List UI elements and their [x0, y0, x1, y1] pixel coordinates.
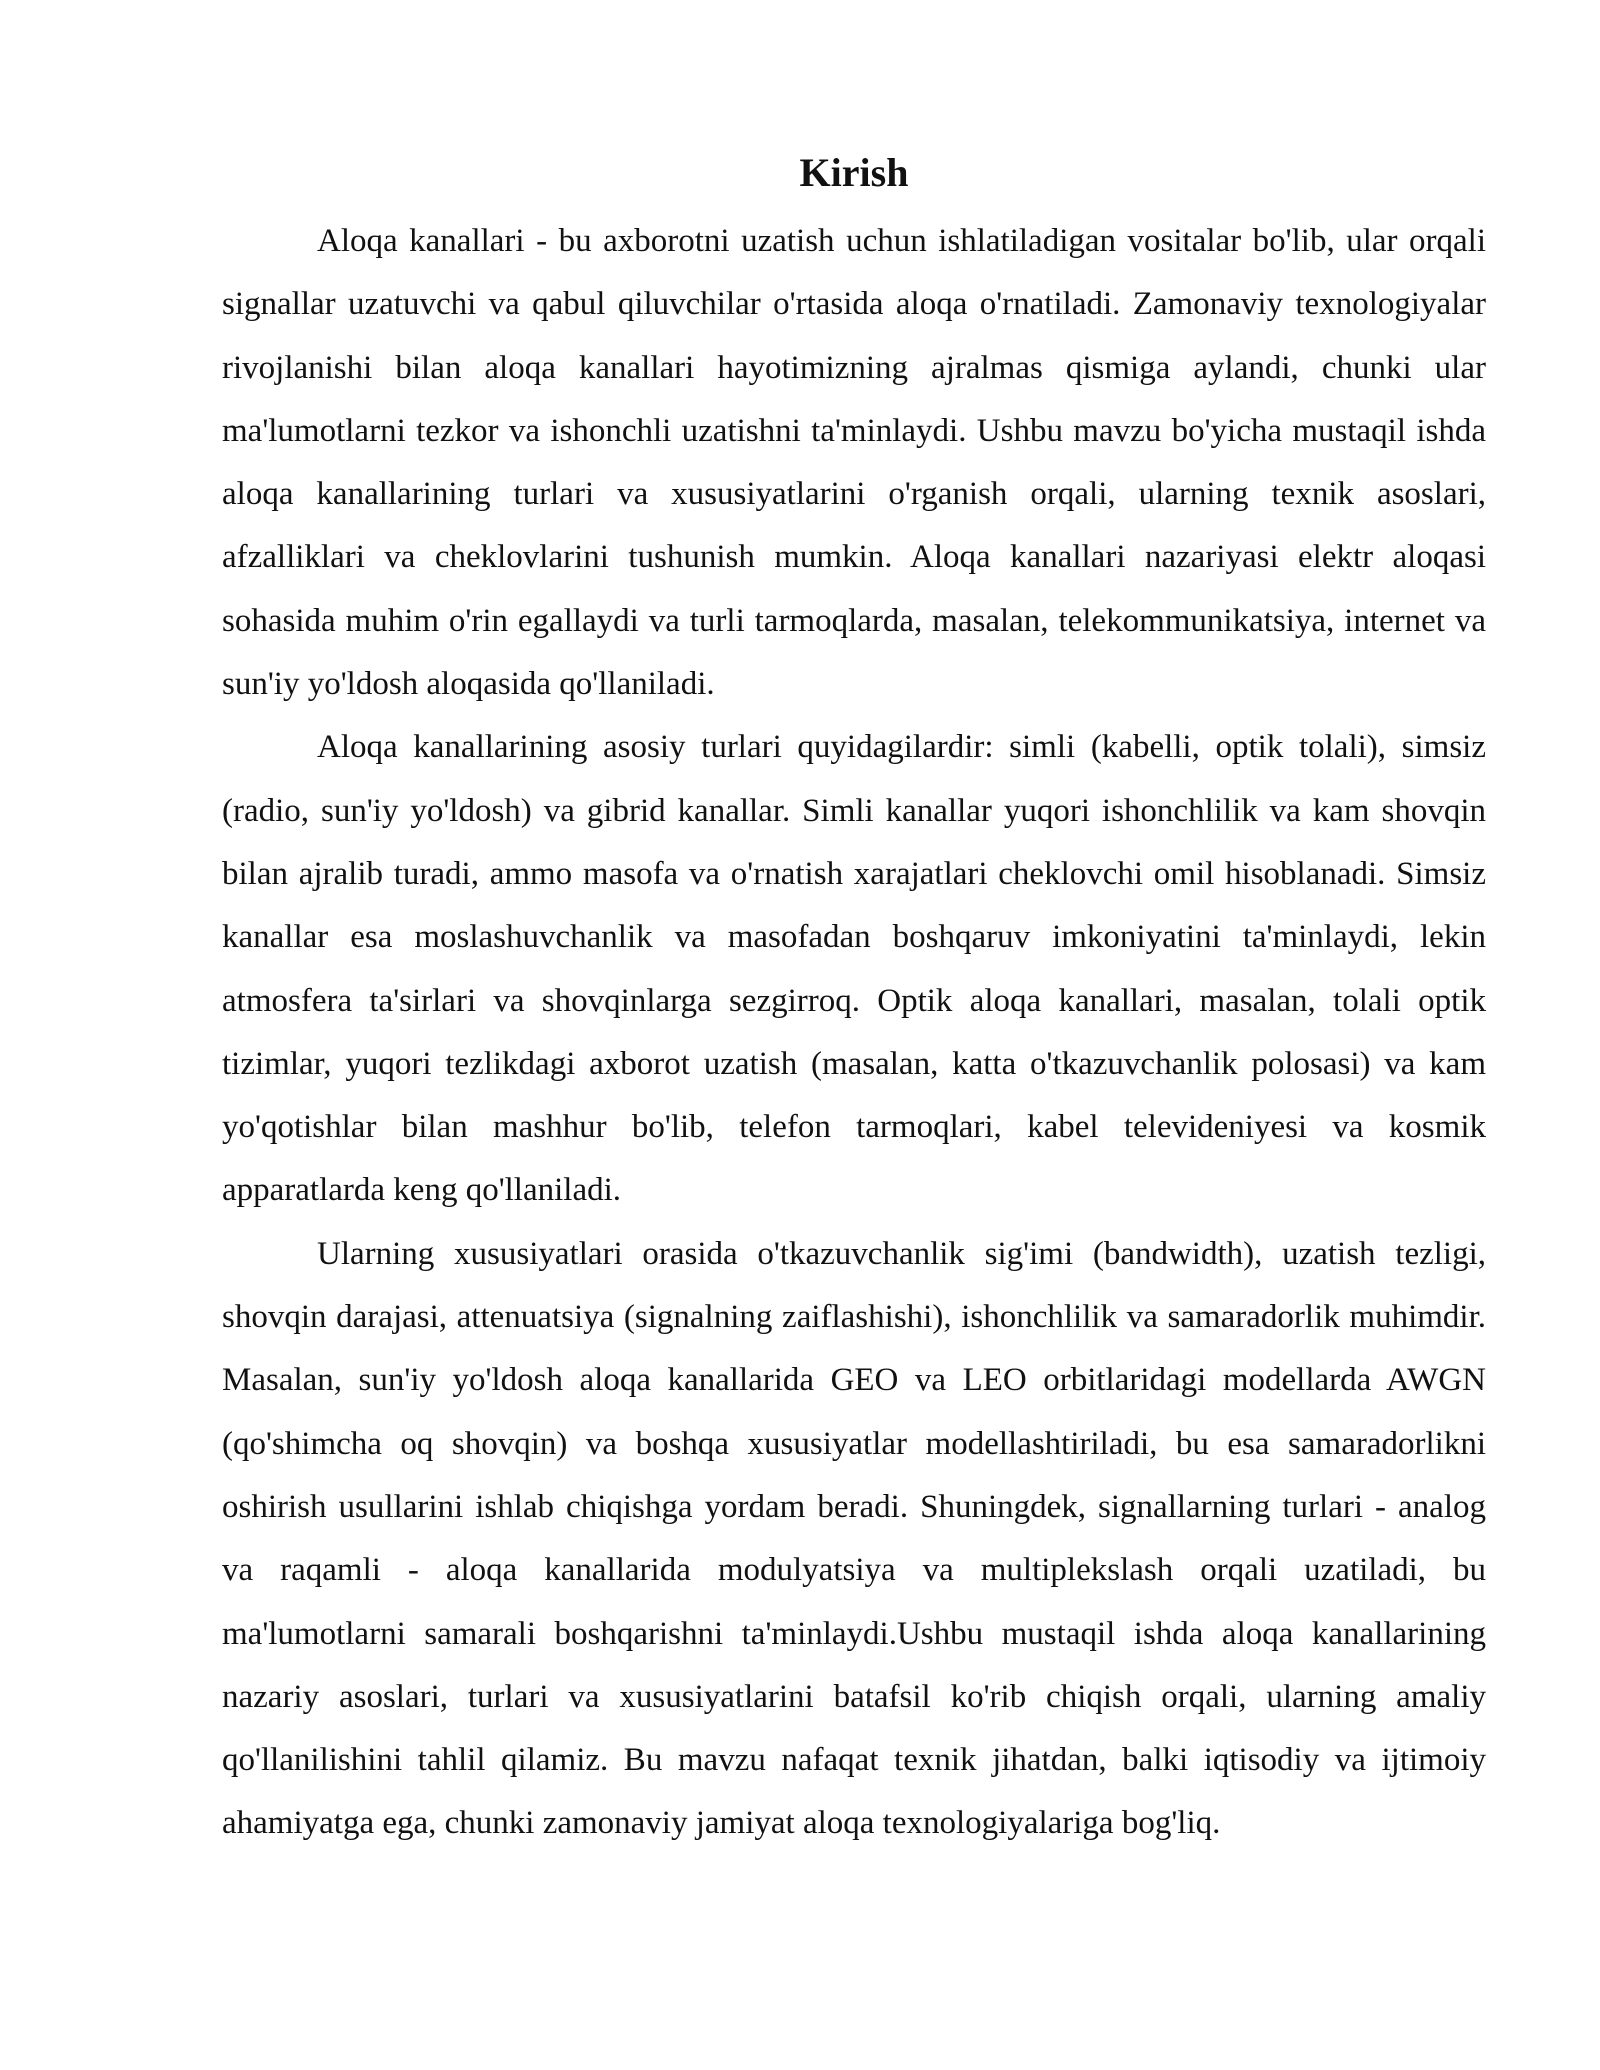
paragraph-3: Ularning xususiyatlari orasida o'tkazuvchanlik sig'imi (bandwidth), uzatish tezligi, shovqin darajasi, attenuatsiya (signalning zaiflashishi), ishonchlilik va samaradorlik muhimdir. Masalan, sun'iy yo'ldosh aloqa kanallarida GEO va LEO orbitlaridagi modellarda AWGN (qo'shimcha oq shovqin) va boshqa xususiyatlar modellashtiriladi, bu esa samaradorlikni oshirish usullarini ishlab chiqishga yordam beradi. Shuningdek, signallarning turlari - analog va raqamli - aloqa kanallarida modulyatsiya va multiplekslash orqali uzatiladi, bu ma'lumotlarni samarali boshqarishni ta'minlaydi.Ushbu mustaqil ishda aloqa kanallarining nazariy asoslari, turlari va xususiyatlarini batafsil ko'rib chiqish orqali, ularning amaliy qo'llanilishini tahlil qilamiz. Bu mavzu nafaqat texnik jihatdan, balki iqtisodiy va ijtimoiy ahamiyatga ega, chunki zamonaviy jamiyat aloqa texnologiyalariga bog'liq. [222, 1235, 1486, 1842]
paragraph-1: Aloqa kanallari - bu axborotni uzatish uchun ishlatiladigan vositalar bo'lib, ular orqali signallar uzatuvchi va qabul qiluvchilar o'rtasida aloqa o'rnatiladi. Zamonaviy texnologiyalar rivojlanishi bilan aloqa kanallari hayotimizning ajralmas qismiga aylandi, chunki ular ma'lumotlarni tezkor va ishonchli uzatishni ta'minlaydi. Ushbu mavzu bo'yicha mustaqil ishda aloqa kanallarining turlari va xususiyatlarini o'rganish orqali, ularning texnik asoslari, afzalliklari va cheklovlarini tushunish mumkin. Aloqa kanallari nazariyasi elektr aloqasi sohasida muhim o'rin egallaydi va turli tarmoqlarda, masalan, telekommunikatsiya, internet va sun'iy yo'ldosh aloqasida qo'llaniladi. [222, 223, 1486, 703]
paragraph-2: Aloqa kanallarining asosiy turlari quyidagilardir: simli (kabelli, optik tolali), simsiz (radio, sun'iy yo'ldosh) va gibrid kanallar. Simli kanallar yuqori ishonchlilik va kam shovqin bilan ajralib turadi, ammo masofa va o'rnatish xarajatlari cheklovchi omil hisoblanadi. Simsiz kanallar esa moslashuvchanlik va masofadan boshqaruv imkoniyatini ta'minlaydi, lekin atmosfera ta'sirlari va shovqinlarga sezgirroq. Optik aloqa kanallari, masalan, tolali optik tizimlar, yuqori tezlikdagi axborot uzatish (masalan, katta o'tkazuvchanlik polosasi) va kam yo'qotishlar bilan mashhur bo'lib, telefon tarmoqlari, kabel televideniyesi va kosmik apparatlarda keng qo'llaniladi. [222, 729, 1486, 1209]
page-content [222, 140, 1486, 1856]
page-title: Kirish [799, 150, 909, 195]
